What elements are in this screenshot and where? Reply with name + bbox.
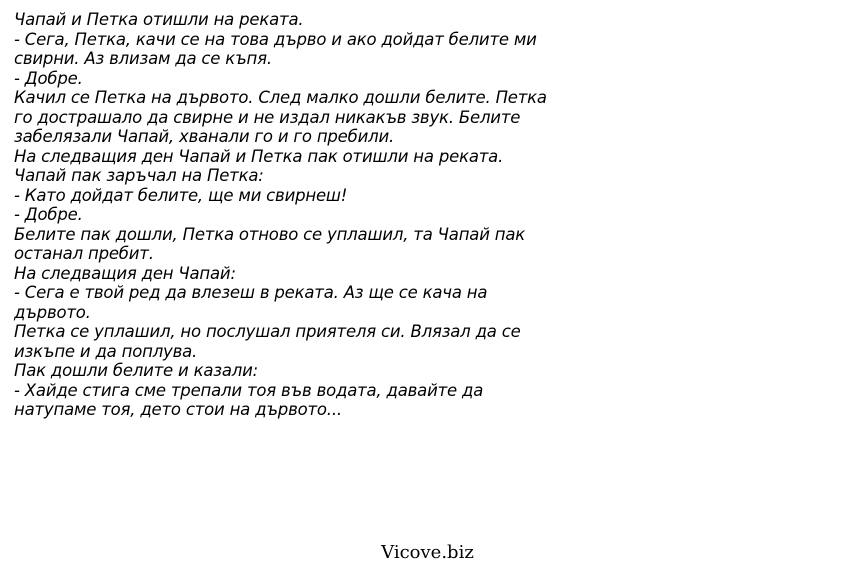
- joke-line: - Добре.: [14, 205, 83, 224]
- joke-line: На следващия ден Чапай:: [14, 263, 236, 283]
- joke-line: изкъпе и да поплува.: [14, 341, 198, 361]
- joke-line: На следващия ден Чапай и Петка пак отишли на реката.: [14, 146, 504, 166]
- joke-line: - Сега, Петка, качи се на това дърво и ако дойдат белите ми: [14, 29, 537, 49]
- joke-line: Чапай пак заръчал на Петка:: [14, 166, 264, 185]
- joke-line: Качил се Петка на дървото. След малко дошли белите. Петка: [14, 88, 547, 107]
- joke-line: Белите пак дошли, Петка отново се уплашил, та Чапай пак: [14, 224, 526, 244]
- joke-line: останал пребит.: [14, 244, 154, 263]
- joke-line: - Добре.: [14, 68, 83, 88]
- joke-line: натупаме тоя, дето стои на дървото...: [14, 400, 342, 419]
- joke-line: - Хайде стига сме трепали тоя във водата, давайте да: [14, 380, 484, 400]
- joke-line: го дострашало да свирне и не издал никакъв звук. Белите: [14, 107, 521, 127]
- joke-line: Пак дошли белите и казали:: [14, 361, 259, 380]
- joke-line: свирни. Аз влизам да се къпя.: [14, 49, 272, 68]
- joke-text: [14, 10, 854, 420]
- joke-line: дървото.: [14, 302, 91, 322]
- site-footer: Vicove.biz: [381, 542, 474, 563]
- joke-line: - Сега е твой ред да влезеш в реката. Аз ще се кача на: [14, 283, 488, 302]
- joke-line: забелязали Чапай, хванали го и го пребили.: [14, 127, 395, 146]
- joke-line: Петка се уплашил, но послушал приятеля си. Влязал да се: [14, 322, 521, 341]
- joke-line: - Като дойдат белите, ще ми свирнеш!: [14, 185, 348, 205]
- joke-line: Чапай и Петка отишли на реката.: [14, 10, 304, 29]
